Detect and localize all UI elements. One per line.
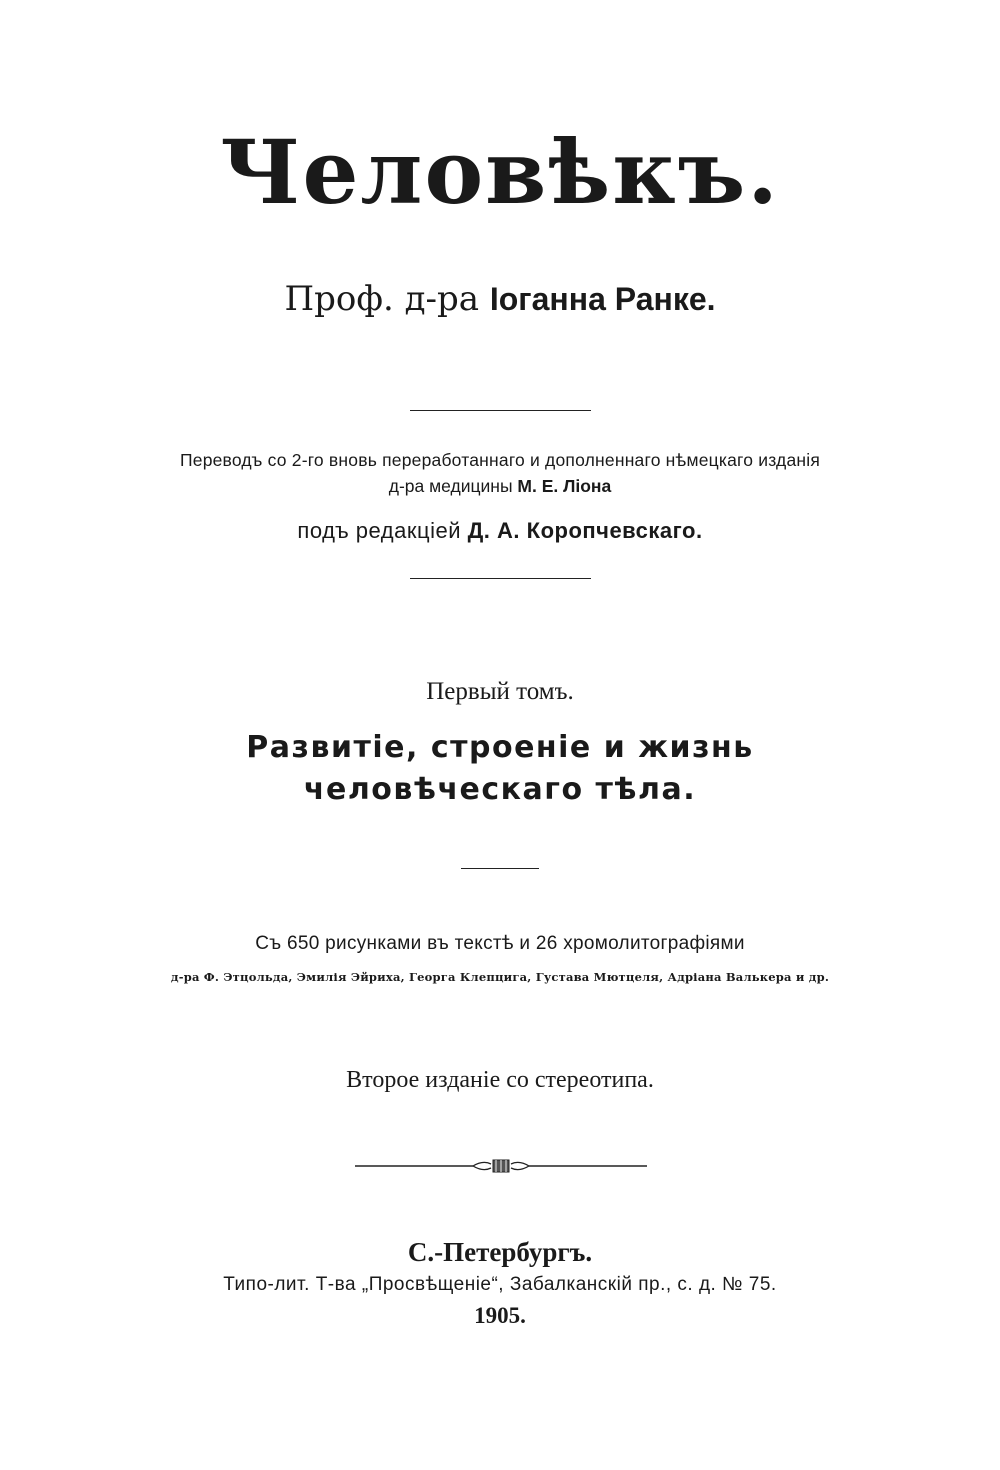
editor-line [0, 518, 1000, 544]
translator-name: М. Е. Ліона [517, 476, 612, 496]
volume-subtitle-line2: человѣческаго тѣла. [303, 772, 697, 807]
divider-rule [410, 410, 591, 411]
author-prefix: Проф. д-ра [284, 279, 490, 319]
translation-line: Переводъ со 2-го вновь переработаннаго и дополненнаго нѣмецкаго изданія [179, 450, 821, 470]
editor-name: Д. А. Коропчевскаго. [467, 518, 703, 543]
translator-line [0, 476, 1000, 497]
editor-prefix: подъ редакціей [297, 518, 468, 543]
divider-rule [461, 868, 539, 869]
translator-prefix: д-ра медицины [388, 476, 518, 496]
volume-subtitle-line1: Развитіе, строеніе и жизнь [246, 730, 754, 765]
volume-label: Первый томъ. [426, 678, 574, 705]
book-title: Человѣкъ. [220, 120, 780, 224]
author-line [0, 279, 1000, 319]
author-name: Іоганна Ранке. [489, 281, 716, 317]
edition-note: Второе изданіе со стереотипа. [346, 1067, 654, 1093]
imprint-city: С.-Петербургъ. [407, 1237, 593, 1267]
imprint-press: Типо-лит. Т-ва „Просвѣщеніе“, Забалканскій пр., с. д. № 75. [223, 1274, 777, 1295]
ornament-divider [355, 1155, 647, 1177]
illustrations-line: Съ 650 рисунками въ текстѣ и 26 хромолитографіями [255, 933, 745, 954]
divider-rule [410, 578, 591, 579]
illustrators-line: д-ра Ф. Этцольда, Эмилія Эйриха, Георга Клепцига, Густава Мютцеля, Адріана Валькера и др. [170, 970, 830, 984]
imprint-year: 1905. [474, 1303, 526, 1328]
